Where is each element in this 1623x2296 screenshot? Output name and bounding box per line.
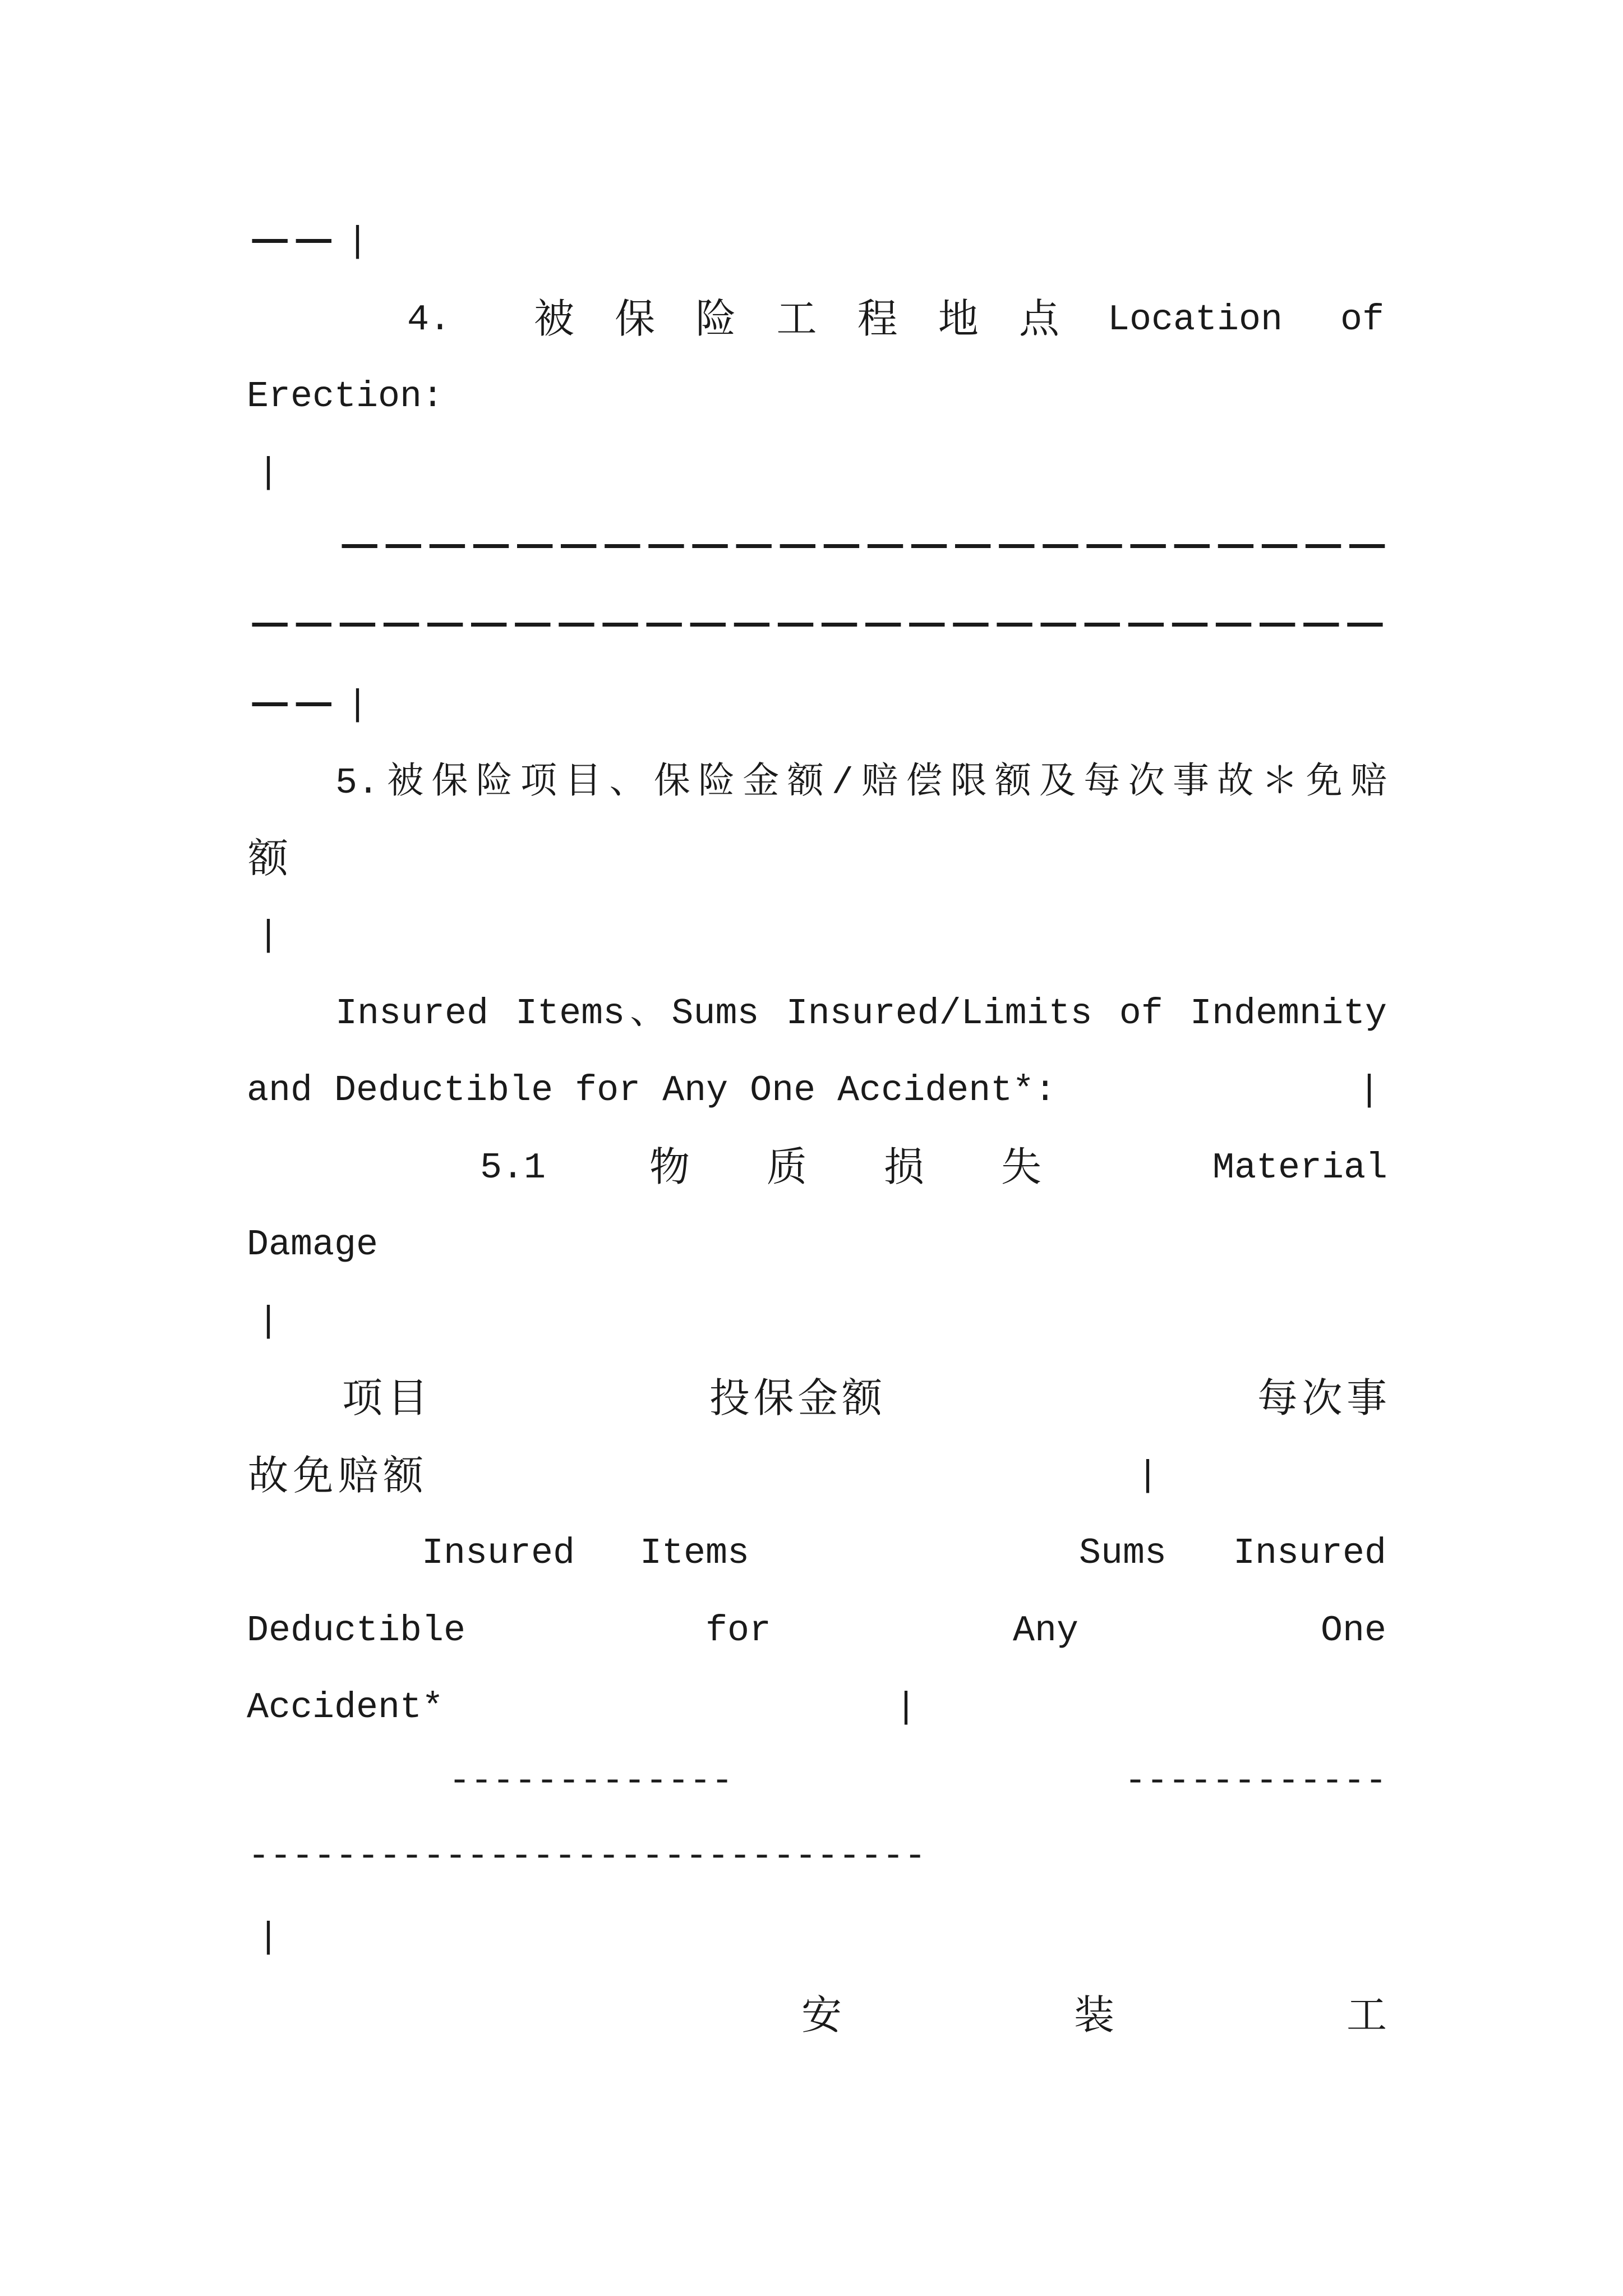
table-header-sums-cn: 投保金额 [709, 1378, 882, 1424]
table-header-items-cn: 项目 [342, 1378, 428, 1424]
item5-title-en-bar: | [1358, 1070, 1381, 1111]
table-header-deductible-cn-cont: 故免赔额 [248, 1456, 423, 1502]
item4-title-en-location: Location [1108, 299, 1283, 341]
table-header-deductible-en-2: for [706, 1610, 772, 1651]
item5-1-number: 5.1 [480, 1147, 546, 1189]
item4-number: 4. [407, 299, 451, 341]
item4-title-en-of: of [1340, 299, 1385, 341]
table-separator-2: ------------------------------- [248, 1835, 926, 1877]
item4-value-rule-3: —— [252, 671, 340, 737]
table-separator-bar: | [257, 1917, 280, 1958]
table-header-sums-en-1: Sums [1079, 1533, 1167, 1574]
item5-title-en-cont: and Deductible for Any One Accident*: [247, 1070, 1057, 1111]
table-separator-1a: ------------- [449, 1760, 734, 1802]
item5-title-cn-cont: 额 [248, 839, 289, 885]
table-separator-1b: ------------ [1124, 1760, 1387, 1802]
item4-value-rule-1: ———————————————————————— [342, 513, 1394, 579]
item4-value-rule-2: —————————————————————————— [252, 591, 1391, 657]
item5-1-title-en-material: Material [1212, 1147, 1388, 1189]
item4-value-bar: | [257, 452, 280, 494]
item5-1-title-en-damage: Damage [247, 1224, 379, 1266]
table-header-en-bar: | [895, 1687, 917, 1728]
table-header-deductible-en-1: Deductible [247, 1610, 466, 1651]
previous-field-border-rule: —— [252, 208, 340, 274]
table-header-deductible-en-5: Accident* [247, 1687, 444, 1728]
item5-1-bar: | [257, 1301, 280, 1342]
table-header-sums-en-2: Insured [1233, 1533, 1387, 1574]
previous-field-border-bar: | [347, 221, 369, 263]
table-header-deductible-en-3: Any [1013, 1610, 1079, 1651]
table-header-items-en-1: Insured [422, 1533, 575, 1574]
item4-title-en-erection: Erection: [247, 376, 444, 417]
item4-value-end-bar: | [347, 684, 369, 726]
table-header-items-en-2: Items [640, 1533, 750, 1574]
table-header-cn-bar: | [1137, 1455, 1159, 1497]
item5-bar: | [257, 915, 280, 956]
table-header-deductible-en-4: One [1321, 1610, 1387, 1651]
item4-title-cn: 被保险工程地点 [534, 299, 1059, 345]
item5-title-cn: 5.被保险项目、保险金额/赔偿限额及每次事故＊免赔 [335, 762, 1387, 804]
item5-1-title-cn: 物质损失 [649, 1147, 1041, 1193]
table-header-deductible-cn: 每次事 [1257, 1378, 1387, 1424]
table-row-1-label-cn: 安装工 [801, 1995, 1387, 2041]
item5-title-en: Insured Items、Sums Insured/Limits of Indemnity [335, 993, 1387, 1034]
